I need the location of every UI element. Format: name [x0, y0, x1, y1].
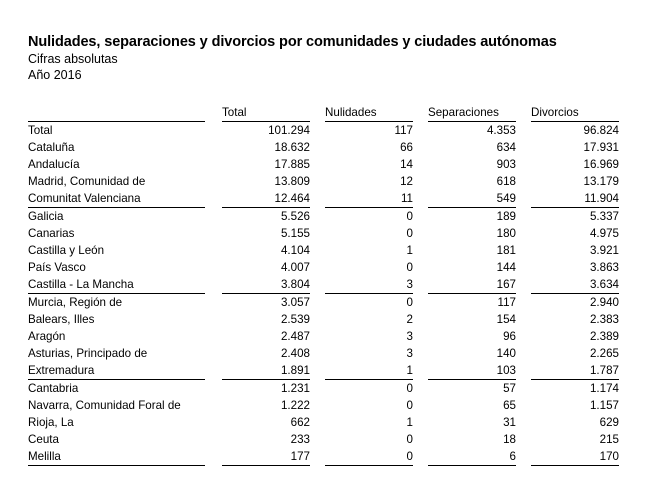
table-row: [28, 345, 619, 362]
table-row: [28, 431, 619, 448]
column-gap: [205, 242, 222, 259]
column-gap: [310, 156, 325, 173]
cell-nulidades: 0: [406, 261, 413, 274]
column-gap: [413, 190, 428, 208]
cell-separaciones: 31: [503, 416, 516, 429]
header-gap: [516, 104, 531, 122]
column-gap: [205, 345, 222, 362]
column-gap: [310, 242, 325, 259]
table-header-row: [28, 104, 619, 122]
cell-total: 3.804: [222, 276, 310, 294]
cell-divorcios: 2.389: [589, 330, 619, 343]
column-gap: [310, 190, 325, 208]
cell-nulidades: 0: [406, 227, 413, 240]
cell-nulidades: 0: [406, 399, 413, 412]
cell-total: 2.539: [280, 313, 310, 326]
column-gap: [205, 122, 222, 140]
row-label: Balears, Illes: [28, 313, 95, 326]
column-gap: [310, 276, 325, 294]
column-gap: [205, 362, 222, 380]
column-gap: [516, 190, 531, 208]
column-gap: [205, 328, 222, 345]
column-gap: [516, 139, 531, 156]
table-row: [28, 397, 619, 414]
column-gap: [310, 225, 325, 242]
header-gap: [205, 104, 222, 122]
cell-separaciones: 618: [496, 175, 516, 188]
cell-total: 5.526: [280, 210, 310, 223]
column-gap: [413, 122, 428, 140]
header-gap: [310, 104, 325, 122]
column-gap: [413, 311, 428, 328]
table-row: [28, 190, 619, 208]
column-gap: [205, 448, 222, 466]
column-gap: [205, 225, 222, 242]
cell-nulidades: 3: [325, 276, 413, 294]
cell-divorcios: 215: [599, 433, 619, 446]
cell-nulidades: 2: [406, 313, 413, 326]
cell-nulidades: 0: [406, 433, 413, 446]
column-header-total: Total: [222, 104, 310, 122]
column-gap: [310, 122, 325, 140]
column-gap: [413, 259, 428, 276]
column-gap: [310, 328, 325, 345]
cell-total: 17.885: [274, 158, 310, 171]
cell-divorcios: 2.265: [589, 347, 619, 360]
column-gap: [516, 173, 531, 190]
page-subtitle-year: Año 2016: [28, 68, 82, 82]
column-gap: [310, 294, 325, 312]
cell-total: 1.891: [222, 362, 310, 380]
table-row: [28, 242, 619, 259]
row-label: Murcia, Región de: [28, 296, 123, 309]
cell-divorcios: 5.337: [589, 210, 619, 223]
row-label: Extremadura: [28, 362, 205, 380]
cell-nulidades: 11: [325, 190, 413, 208]
cell-separaciones: 18: [503, 433, 516, 446]
cell-divorcios: 3.921: [589, 244, 619, 257]
column-gap: [516, 345, 531, 362]
column-gap: [413, 448, 428, 466]
cell-total: 2.487: [280, 330, 310, 343]
cell-nulidades: 1: [406, 416, 413, 429]
cell-separaciones: 181: [496, 244, 516, 257]
cell-separaciones: 167: [428, 276, 516, 294]
column-gap: [413, 328, 428, 345]
row-label: Aragón: [28, 330, 66, 343]
column-gap: [516, 122, 531, 140]
column-gap: [310, 139, 325, 156]
column-gap: [205, 156, 222, 173]
column-gap: [413, 156, 428, 173]
row-label: Melilla: [28, 448, 205, 466]
column-gap: [516, 380, 531, 398]
column-gap: [310, 431, 325, 448]
cell-total: 3.057: [280, 296, 310, 309]
column-gap: [310, 345, 325, 362]
cell-nulidades: 3: [406, 347, 413, 360]
row-label: Ceuta: [28, 433, 59, 446]
heading-block: [28, 33, 638, 83]
cell-separaciones: 189: [496, 210, 516, 223]
column-gap: [205, 276, 222, 294]
cell-divorcios: 13.179: [583, 175, 619, 188]
table-row: [28, 208, 619, 226]
table-row: [28, 173, 619, 190]
column-gap: [516, 311, 531, 328]
cell-nulidades: 0: [406, 296, 413, 309]
cell-separaciones: 4.353: [486, 124, 516, 137]
column-gap: [310, 397, 325, 414]
cell-nulidades: 0: [406, 382, 413, 395]
row-label: Navarra, Comunidad Foral de: [28, 399, 181, 412]
column-gap: [413, 380, 428, 398]
column-gap: [413, 414, 428, 431]
column-gap: [205, 173, 222, 190]
column-gap: [516, 431, 531, 448]
cell-divorcios: 629: [599, 416, 619, 429]
column-gap: [205, 139, 222, 156]
table-row: [28, 276, 619, 294]
cell-separaciones: 154: [496, 313, 516, 326]
column-gap: [413, 173, 428, 190]
column-gap: [310, 208, 325, 226]
table-row: [28, 294, 619, 312]
cell-nulidades: 14: [400, 158, 413, 171]
header-gap: [413, 104, 428, 122]
table-row: [28, 362, 619, 380]
column-gap: [516, 276, 531, 294]
column-gap: [516, 328, 531, 345]
cell-total: 101.294: [268, 124, 310, 137]
table-body: [28, 122, 619, 466]
column-gap: [413, 431, 428, 448]
cell-divorcios: 1.157: [589, 399, 619, 412]
cell-separaciones: 6: [428, 448, 516, 466]
column-gap: [516, 397, 531, 414]
column-gap: [205, 431, 222, 448]
table-header: [28, 104, 619, 122]
cell-nulidades: 1: [325, 362, 413, 380]
table-row: [28, 225, 619, 242]
column-gap: [310, 311, 325, 328]
row-label: Rioja, La: [28, 416, 74, 429]
column-gap: [205, 190, 222, 208]
statistics-table: [28, 104, 619, 466]
column-gap: [310, 380, 325, 398]
cell-separaciones: 96: [503, 330, 516, 343]
column-gap: [413, 362, 428, 380]
column-gap: [413, 345, 428, 362]
cell-separaciones: 117: [497, 296, 516, 309]
column-gap: [205, 397, 222, 414]
column-gap: [516, 414, 531, 431]
cell-total: 2.408: [280, 347, 310, 360]
column-gap: [516, 242, 531, 259]
cell-nulidades: 3: [406, 330, 413, 343]
cell-total: 233: [290, 433, 310, 446]
cell-separaciones: 103: [428, 362, 516, 380]
row-label: Canarias: [28, 227, 75, 240]
column-gap: [516, 294, 531, 312]
column-gap: [310, 259, 325, 276]
table-row: [28, 122, 619, 140]
column-gap: [413, 208, 428, 226]
cell-separaciones: 180: [496, 227, 516, 240]
cell-total: 662: [290, 416, 310, 429]
column-gap: [413, 242, 428, 259]
column-gap: [310, 173, 325, 190]
row-label: Galicia: [28, 210, 64, 223]
cell-divorcios: 3.634: [531, 276, 619, 294]
cell-separaciones: 57: [503, 382, 516, 395]
row-label: Comunitat Valenciana: [28, 190, 205, 208]
column-gap: [310, 414, 325, 431]
table-row: [28, 139, 619, 156]
cell-divorcios: 96.824: [583, 124, 619, 137]
column-gap: [310, 448, 325, 466]
row-label: Castilla y León: [28, 244, 105, 257]
page-title: Nulidades, separaciones y divorcios por comunidades y ciudades autónomas: [28, 34, 557, 50]
column-gap: [205, 414, 222, 431]
cell-total: 177: [222, 448, 310, 466]
cell-divorcios: 17.931: [583, 141, 619, 154]
cell-separaciones: 549: [428, 190, 516, 208]
cell-separaciones: 634: [496, 141, 516, 154]
cell-separaciones: 140: [496, 347, 516, 360]
row-label: Castilla - La Mancha: [28, 276, 205, 294]
cell-total: 5.155: [280, 227, 310, 240]
column-gap: [516, 448, 531, 466]
cell-divorcios: 11.904: [531, 190, 619, 208]
column-gap: [413, 139, 428, 156]
column-gap: [205, 311, 222, 328]
column-gap: [516, 208, 531, 226]
cell-total: 1.231: [280, 382, 310, 395]
cell-nulidades: 66: [400, 141, 413, 154]
cell-divorcios: 170: [531, 448, 619, 466]
column-gap: [516, 225, 531, 242]
cell-nulidades: 12: [400, 175, 413, 188]
cell-separaciones: 65: [503, 399, 516, 412]
cell-total: 18.632: [274, 141, 310, 154]
cell-nulidades: 0: [406, 210, 413, 223]
column-gap: [205, 294, 222, 312]
column-header-separaciones: Separaciones: [428, 104, 516, 122]
column-header-nulidades: Nulidades: [325, 104, 413, 122]
table-row: [28, 448, 619, 466]
column-gap: [516, 362, 531, 380]
cell-divorcios: 3.863: [589, 261, 619, 274]
row-label: Andalucía: [28, 158, 80, 171]
column-header-region: [28, 104, 205, 122]
column-gap: [516, 259, 531, 276]
column-gap: [310, 362, 325, 380]
cell-divorcios: 1.174: [589, 382, 619, 395]
column-gap: [413, 276, 428, 294]
column-gap: [516, 156, 531, 173]
column-gap: [205, 208, 222, 226]
column-gap: [413, 294, 428, 312]
cell-total: 4.104: [280, 244, 310, 257]
cell-total: 13.809: [274, 175, 310, 188]
row-label: Cataluña: [28, 141, 75, 154]
table-row: [28, 414, 619, 431]
cell-nulidades: 0: [325, 448, 413, 466]
row-label: Asturias, Principado de: [28, 347, 148, 360]
cell-divorcios: 1.787: [531, 362, 619, 380]
column-gap: [413, 397, 428, 414]
column-gap: [205, 380, 222, 398]
cell-nulidades: 117: [394, 124, 413, 137]
cell-divorcios: 2.383: [589, 313, 619, 326]
cell-total: 1.222: [280, 399, 310, 412]
column-header-divorcios: Divorcios: [531, 104, 619, 122]
row-label: País Vasco: [28, 261, 86, 274]
cell-divorcios: 16.969: [583, 158, 619, 171]
cell-total: 12.464: [222, 190, 310, 208]
column-gap: [413, 225, 428, 242]
table-row: [28, 311, 619, 328]
table-row: [28, 328, 619, 345]
cell-divorcios: 4.975: [589, 227, 619, 240]
table-container: [28, 104, 638, 466]
table-row: [28, 259, 619, 276]
page-subtitle-units: Cifras absolutas: [28, 52, 118, 66]
cell-nulidades: 1: [406, 244, 413, 257]
cell-separaciones: 903: [496, 158, 516, 171]
table-row: [28, 380, 619, 398]
row-label: Cantabria: [28, 382, 79, 395]
cell-divorcios: 2.940: [589, 296, 619, 309]
table-row: [28, 156, 619, 173]
cell-total: 4.007: [280, 261, 310, 274]
column-gap: [205, 259, 222, 276]
row-label: Total: [28, 124, 53, 137]
cell-separaciones: 144: [496, 261, 516, 274]
row-label: Madrid, Comunidad de: [28, 175, 146, 188]
